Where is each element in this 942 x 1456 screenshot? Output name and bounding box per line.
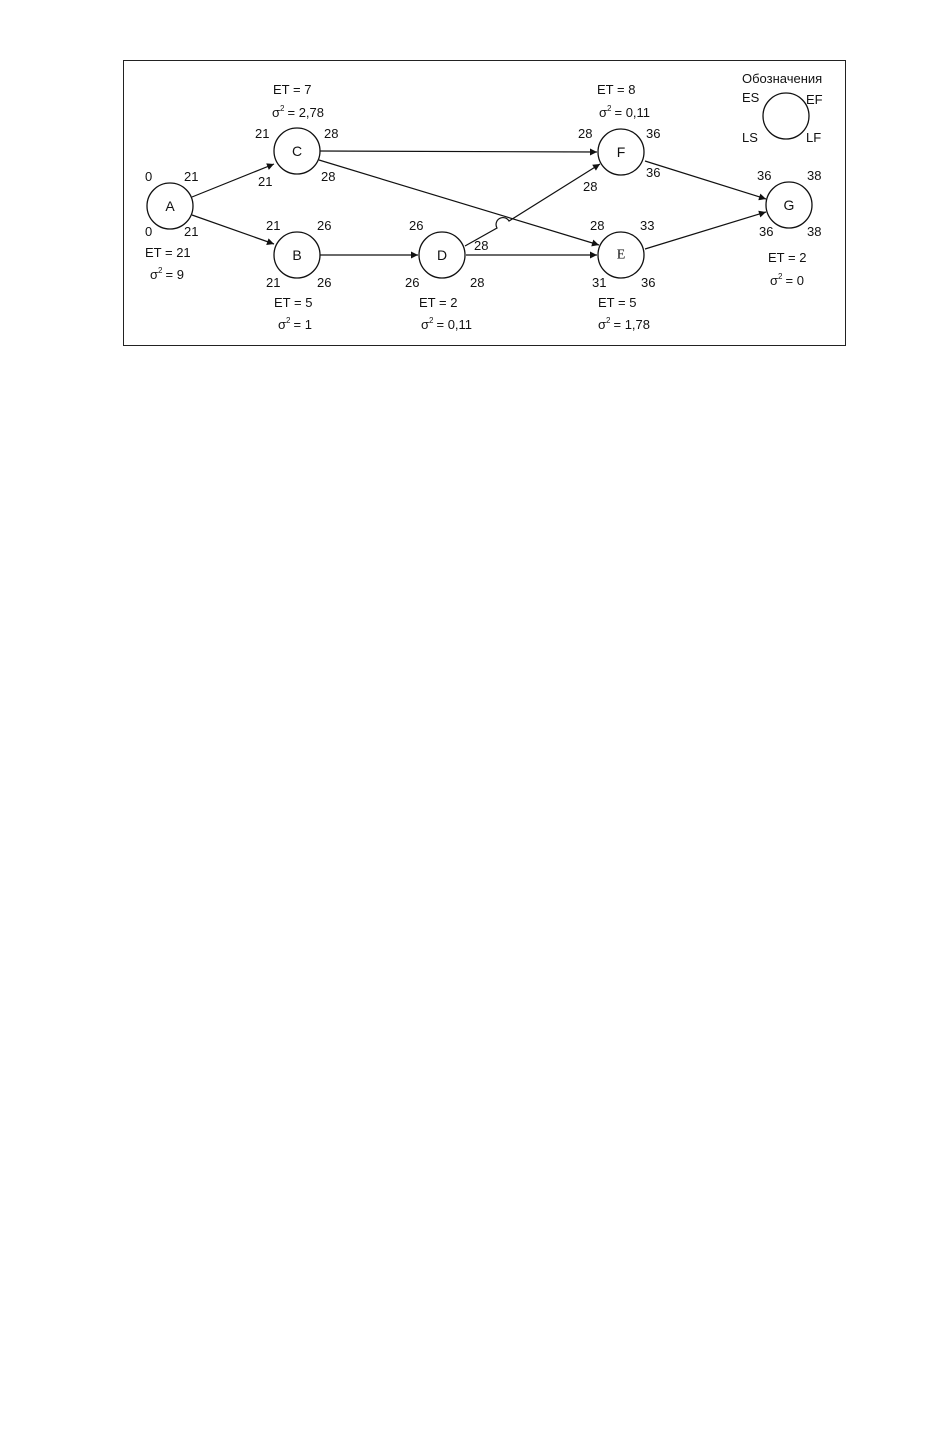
node-d-lf: 28 (470, 275, 485, 290)
node-d-es: 26 (409, 218, 424, 233)
node-a-es: 0 (145, 169, 153, 184)
node-f-es: 28 (578, 126, 593, 141)
edge-a-b (192, 215, 274, 244)
node-f-ef: 36 (646, 126, 661, 141)
node-a-lf: 21 (184, 224, 199, 239)
legend-ls: LS (742, 130, 758, 145)
node-e-label: E (616, 247, 626, 263)
node-e-et: ET = 5 (598, 295, 637, 310)
legend-ef: EF (806, 92, 823, 107)
node-g-variance: $\sigma^2 = 0$ (770, 272, 804, 288)
node-f-variance: $\sigma^2 = 0,11$ (599, 104, 651, 120)
node-c-ef: 28 (324, 126, 339, 141)
node-e-es: 28 (590, 218, 605, 233)
node-g-ls: 36 (759, 224, 774, 239)
node-c-label: C (291, 143, 303, 159)
node-g-label: G (783, 197, 795, 213)
node-g-es: 36 (757, 168, 772, 183)
node-b-label: B (292, 247, 302, 263)
legend-lf: LF (806, 130, 822, 145)
node-c-es: 21 (255, 126, 270, 141)
node-e-variance: $\sigma^2 = 1,78$ (598, 316, 650, 332)
node-b-ef: 26 (317, 218, 332, 233)
node-b-lf: 26 (317, 275, 332, 290)
node-b-ls: 21 (266, 275, 281, 290)
node-b-et: ET = 5 (274, 295, 313, 310)
edge-c-f (320, 151, 597, 152)
node-d-label: D (436, 247, 448, 263)
edge-e-g (645, 212, 766, 249)
node-a-ef: 21 (184, 169, 199, 184)
edge-c-e (319, 160, 599, 245)
edge-d-f (465, 164, 600, 246)
node-e-ef: 33 (640, 218, 655, 233)
node-c-lf: 28 (321, 169, 336, 184)
node-a-ls: 0 (145, 224, 153, 239)
node-c-variance: $\sigma^2 = 2,78$ (272, 104, 324, 120)
node-b-es: 21 (266, 218, 281, 233)
node-b-variance: $\sigma^2 = 1$ (278, 316, 312, 332)
node-d-variance: $\sigma^2 = 0,11$ (421, 316, 473, 332)
node-a-variance: $\sigma^2 = 9$ (150, 266, 184, 282)
node-a-label: A (165, 198, 175, 214)
node-e-lf: 36 (641, 275, 656, 290)
node-d-et: ET = 2 (419, 295, 458, 310)
node-f-et: ET = 8 (597, 82, 636, 97)
edge-f-g (645, 161, 766, 199)
node-d-ef: 28 (474, 238, 489, 253)
node-g-lf: 38 (807, 224, 822, 239)
node-f-lf: 36 (646, 165, 661, 180)
node-e-ls: 31 (592, 275, 607, 290)
node-f-label: F (616, 144, 626, 160)
node-g-et: ET = 2 (768, 250, 807, 265)
node-f-ls: 28 (583, 179, 598, 194)
node-c-et: ET = 7 (273, 82, 312, 97)
node-g-ef: 38 (807, 168, 822, 183)
legend-title: Обозначения (742, 71, 823, 86)
node-c-ls: 21 (258, 174, 273, 189)
node-a-et: ET = 21 (145, 245, 191, 260)
node-d-ls: 26 (405, 275, 420, 290)
legend-es: ES (742, 90, 760, 105)
legend-circle (763, 93, 809, 139)
